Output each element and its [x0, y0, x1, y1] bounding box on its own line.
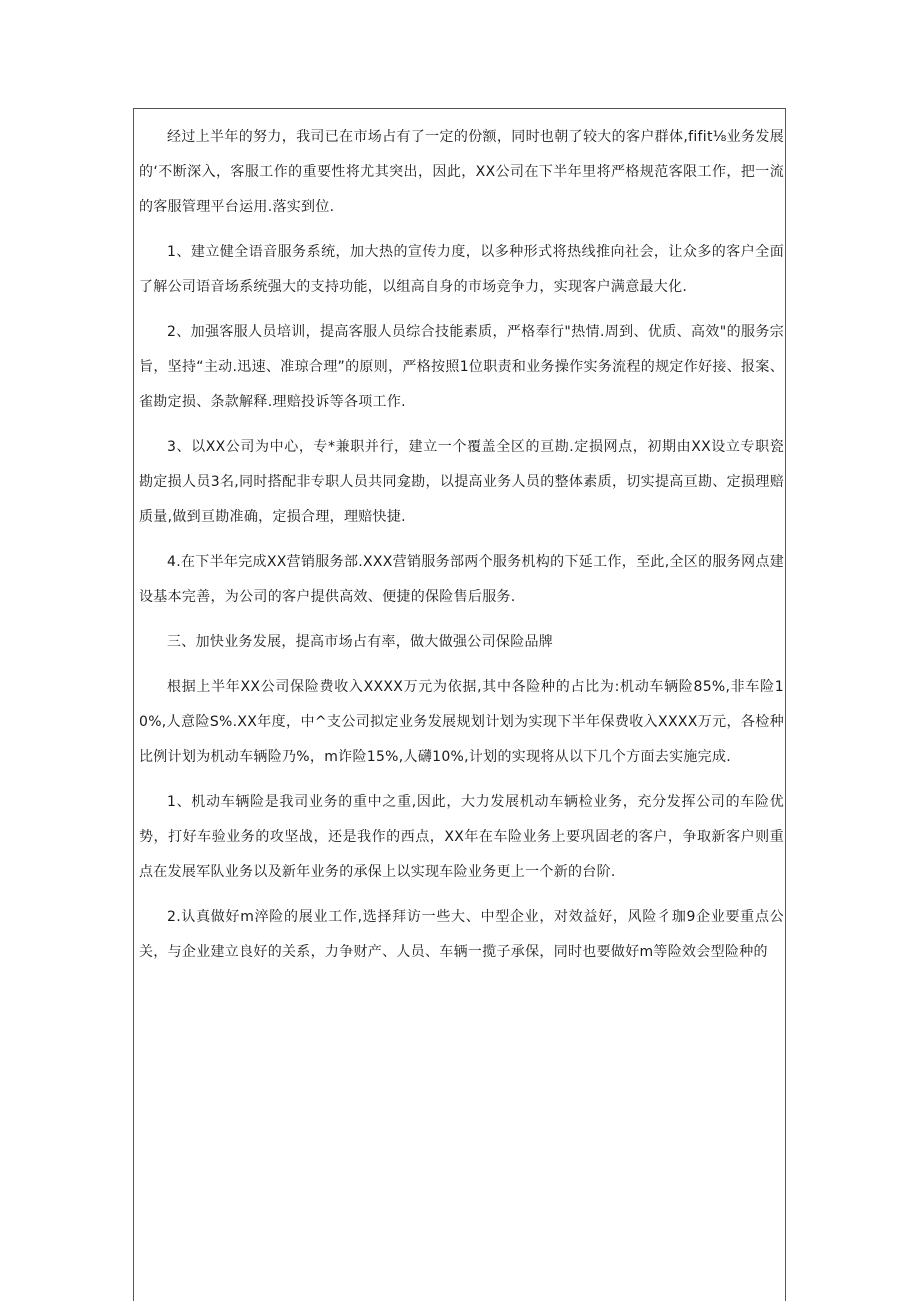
document-body	[139, 120, 784, 980]
paragraph-item-2-non-motor: 2.认真做好m淬险的展业工作,选择拜访一些大、中型企业，对效益好，风险彳珈9企业要重点公关，与企业建立良好的关系，力争财产、人员、车辆一揽子承保，同时也要做好m等险效会型险种的	[139, 909, 784, 960]
paragraph-item-2-staff-training: 2、加强客服人员培训，提高客服人员综合技能素质，严格奉行"热情.周到、优质、高效"的服务宗旨，坚持“主动.迅速、准琼合理”的原则，严格按照1位职责和业务操作实务流程的规定作好接、报案、雀勘定损、条款解释.理赔投诉等各项工作.	[139, 324, 784, 410]
section-heading-3: 三、加快业务发展，提高市场占有率，做大做强公司保险品牌	[167, 634, 554, 650]
paragraph-item-1-voice-service: 1、建立健全语音服务系统，加大热的宣传力度，以多种形式将热线推向社会，让众多的客户全面了解公司语音场系统强大的支持功能，以组高自身的市场竞争力，实现客户满意最大化.	[139, 244, 784, 295]
paragraph-item-3-survey-network: 3、以XX公司为中心，专*兼职并行，建立一个覆盖全区的亘勘.定损网点，初期由XX设立专职瓷勘定损人员3名,同时搭配非专职人员共同龛勘，以提高业务人员的整体素质，切实提高亘勘、定损理赔质量,做到亘勘准确，定损合理，理赔快捷.	[139, 439, 784, 525]
paragraph-premium-plan: 根据上半年XX公司保险费收入XXXX万元为依据,其中各险种的占比为:机动车辆险85%,非车险10%,人意险S%.XX年度，中^支公司拟定业务发展规划计划为实现下半年保费收入XXXX万元，各检种比例计划为机动车辆险乃%，m诈险15%,人礴10%,计划的实现将从以下几个方面去实施完成.	[139, 679, 784, 765]
paragraph-intro: 经过上半年的努力，我司已在市场占有了一定的份额，同时也朝了较大的客户群体,fifit⅛业务发展的‘不断深入，客服工作的重要性将尤其突出，因此，XX公司在下半年里将严格规范客限工作，把一流的客服管理平台运用.落实到位.	[139, 129, 784, 215]
paragraph-item-1-motor-insurance: 1、机动车辆险是我司业务的重中之重,因此，大力发展机动车辆检业务，充分发挥公司的车险优势，打好车验业务的攻坚战，还是我作的西点，XX年在车险业务上要巩固老的客户，争取新客户则重点在发展军队业务以及新年业务的承保上以实现车险业务更上一个新的台阶.	[139, 794, 784, 880]
paragraph-item-4-service-outlets: 4.在下半年完成XX营销服务部.XXX营销服务部两个服务机构的下延工作，至此,全区的服务网点建设基本完善，为公司的客户提供高效、便捷的保险售后服务.	[139, 554, 784, 605]
